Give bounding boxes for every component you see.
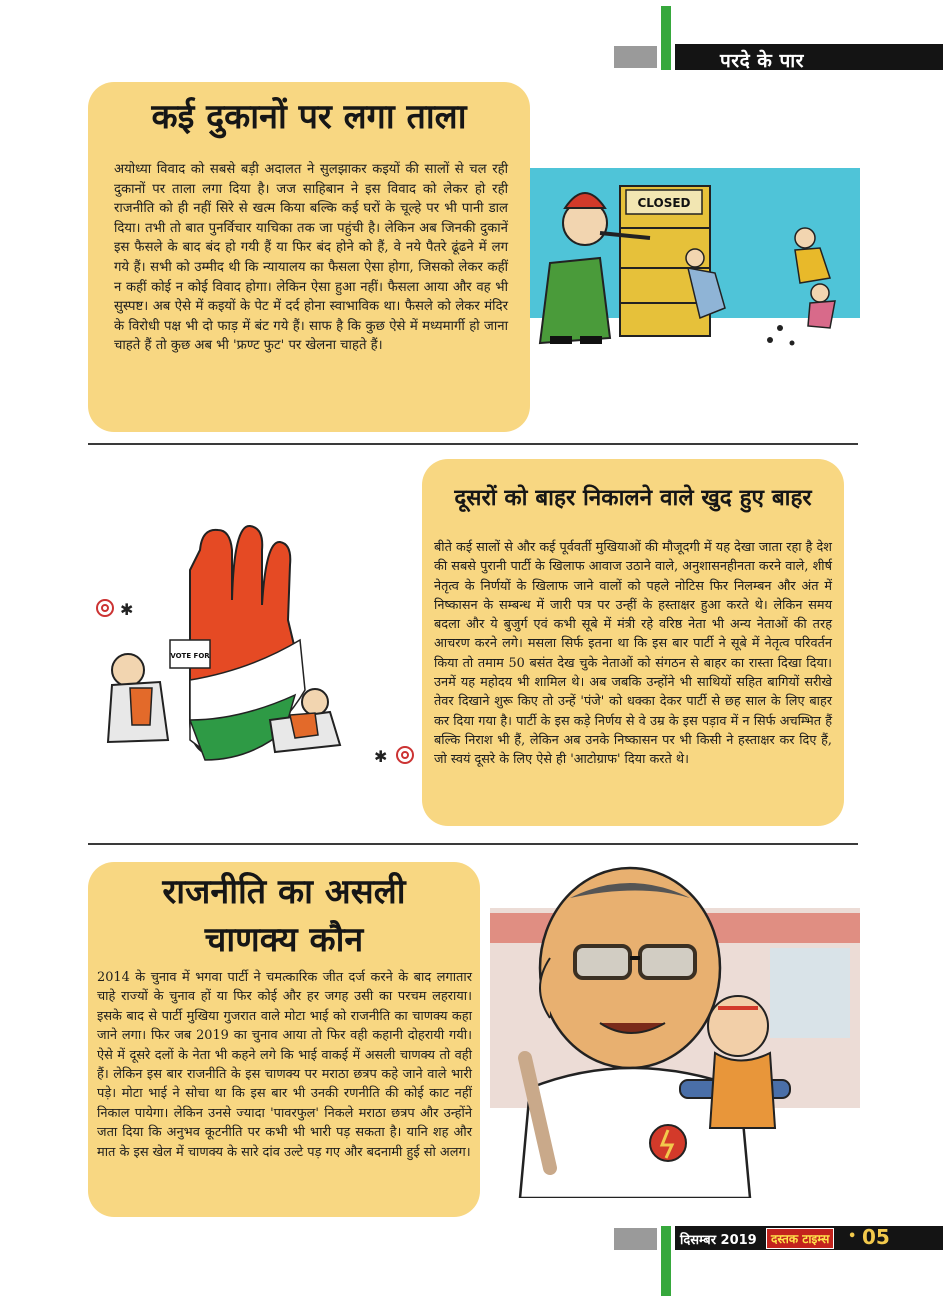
svg-text:✱: ✱ (120, 600, 134, 619)
cartoon-chanakya (490, 858, 860, 1198)
divider-1 (88, 443, 858, 445)
cartoon-2-vote-sign: VOTE FOR (170, 652, 210, 660)
footer-brand-logo: दस्तक टाइम्स (766, 1228, 834, 1249)
footer-date: दिसम्बर 2019 (680, 1233, 757, 1248)
footer-page-number: 05 (862, 1225, 890, 1249)
footer-green-rule (661, 1226, 671, 1296)
cartoon-1-closed-sign: CLOSED (637, 196, 691, 210)
header-green-rule (661, 6, 671, 70)
divider-2 (88, 843, 858, 845)
section-label: परदे के पार (720, 50, 804, 72)
article-1-body: अयोध्या विवाद को सबसे बड़ी अदालत ने सुलझाकर कइयों की सालों से चल रही दुकानों पर ताला लगा दिया है। जज साहिबान ने इस विवाद को लेकर हो रही राजनीति को ही नहीं सिरे से खत्म किया बल्कि कई घरों के चूल्हे पर भी पानी डाल दिया। तभी तो बात पुनर्विचार याचिका तक जा पहुंची है। लेकिन अब जिनकी दुकानें इस फैसले के बाद बंद हो गयी हैं या फिर बंद होने को हैं, वे नये पैतरे ढूंढने में लग गये हैं। सभी को उम्मीद थी कि न्यायालय का फैसला ऐसा होगा, जिसको लेकर कहीं न कहीं कोई न कोई विवाद होगा। लेकिन ऐसा हुआ नहीं। फैसला आया और वह भी सुस्पष्ट। अब ऐसे में कइयों के पेट में दर्द होना स्वाभाविक था। फैसले को लेकर मंदिर के विरोधी पक्ष भी दो फाड़ में बंट गये हैं। साफ है कि कुछ ऐसे में मध्यमार्गी हो जाना चाहते हैं तो कुछ अब भी 'फ्रण्ट फुट' पर खेलना चाहते हैं। (114, 162, 508, 354)
article-2-body: बीते कई सालों से और कई पूर्ववर्ती मुखियाओं की मौजूदगी में यह देखा जाता रहा है देश की सबसे पुरानी पार्टी के खिलाफ आवाज उठाने वाले, अनुशासनहीनता करने वाले, शीर्ष नेतृत्व के निर्णयों के खिलाफ जाने वालों को पहले नोटिस फिर निलम्बन और अंत में निष्कासन के सम्बन्ध में जारी पत्र पर उन्हीं के हस्ताक्षर हुआ करते थे। लेकिन समय बदला और ये बुजुर्ग एवं कभी सूबे में मंत्री रहे वरिष्ठ नेता भी अन्य नेताओं की तरह आचरण करने लगे। मसला सिर्फ इतना था कि इस बार पार्टी ने सूबे में नेतृत्व परिवर्तन किया तो तमाम 50 बसंत देख चुके नेताओं को संगठन से बाहर का रास्ता दिखा दिया। उनमें यह महोदय भी शामिल थे। अब जबकि उन्होंने भी साथियों सहित बागियों सरीखे तेवर दिखाने शुरू किए तो उन्हें 'पंजे' को धक्का देकर पार्टी से छह साल के लिए बाहर कर दिया गया है। पार्टी के इस कड़े निर्णय से वे उम्र के इस पड़ाव में न सिर्फ अचम्भित हैं बल्कि निराश भी हैं, लेकिन अब उनके निष्कासन पर भी किसी ने हस्ताक्षर कर दिए हैं, जो स्वयं दूसरे के लिए ऐसे ही 'आटोग्राफ' दिया करते थे। (434, 540, 832, 768)
cartoon-closed-shop (530, 168, 860, 358)
svg-text:✱: ✱ (374, 747, 388, 766)
cartoon-3-small-face (708, 996, 768, 1056)
article-3-headline-line2: चाणक्य कौन (204, 920, 364, 960)
article-3-body: 2014 के चुनाव में भगवा पार्टी ने चमत्कारिक जीत दर्ज करने के बाद लगातार चाहे राज्यों के चुनाव हों या फिर कोई और हर जगह उसी का परचम लहराया। इसके बाद से पार्टी मुखिया गुजरात वाले मोटा भाई को राजनीति का चाणक्य कहा जाने लगा। फिर जब 2019 का चुनाव आया तो फिर वही कहानी दोहरायी गयी। ऐसे में दूसरे दलों के नेता भी कहने लगे कि भाई वाकई में असली चाणक्य तो वही हैं। लेकिन इस बार राजनीति के इस चाणक्य पर मराठा छत्रप कहे जाने वाले भारी पड़े। मोटा भाई ने सोचा था कि इस बार भी उनकी रणनीति की कोई काट नहीं निकाल पायेगा। लेकिन उनसे ज्यादा 'पावरफुल' निकले मराठा छत्रप और उन्होंने जता दिया कि अनुभव कूटनीति पर कभी भी भारी पड़ सकता है। यानि शह और मात के इस खेल में चाणक्य के सारे दांव उल्टे पड़ गए और बदनामी हुई सो अलग। (97, 970, 472, 1160)
footer-gray-tab (614, 1228, 657, 1250)
article-3-headline-line1: राजनीति का असली (162, 872, 406, 912)
cartoon-party-hand (90, 520, 420, 780)
article-2-headline: दूसरों को बाहर निकालने वाले खुद हुए बाहर (454, 485, 812, 511)
header-gray-tab (614, 46, 657, 68)
footer-bullet: • (848, 1229, 857, 1244)
article-1-headline: कई दुकानों पर लगा ताला (151, 97, 467, 137)
